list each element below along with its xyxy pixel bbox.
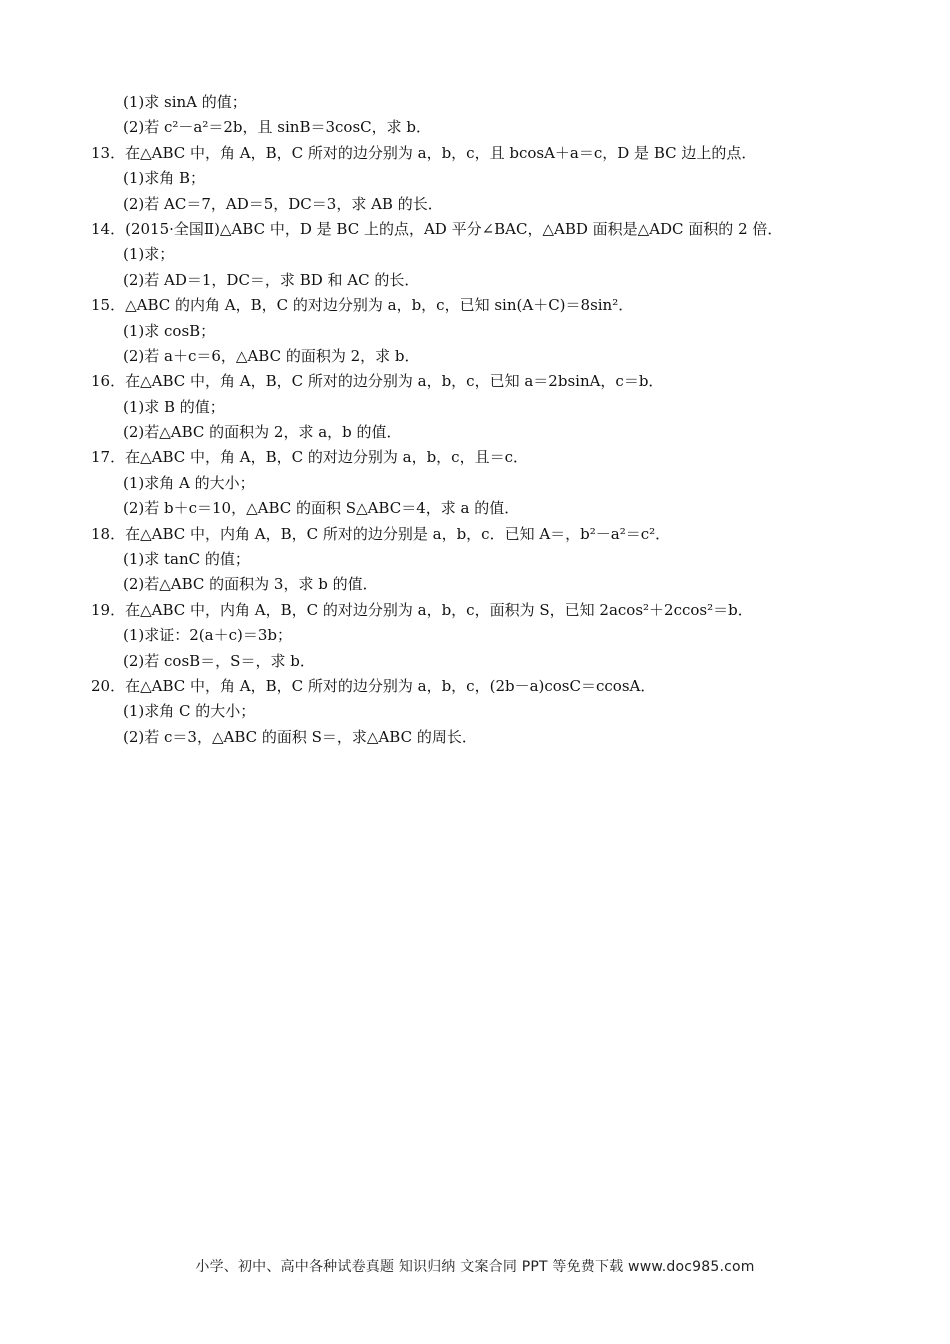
problem-line: 15．△ABC 的内角 A，B，C 的对边分别为 a，b，c，已知 sin(A＋C)＝8sin²． <box>91 296 634 315</box>
problem-line: (2)若 AD＝1，DC＝，求 BD 和 AC 的长． <box>123 270 420 289</box>
footer-text: 小学、初中、高中各种试卷真题 知识归纳 文案合同 PPT 等免费下载 www.doc985.com <box>195 1259 755 1275</box>
problem-line: 17．在△ABC 中，角 A，B，C 的对边分别为 a，b，c，且＝c． <box>91 448 528 467</box>
problem-line: (2)若 a＋c＝6，△ABC 的面积为 2，求 b． <box>123 346 420 365</box>
problem-line: (2)若 cosB＝，S＝，求 b． <box>123 651 315 670</box>
problem-line: 18．在△ABC 中，内角 A，B，C 所对的边分别是 a，b，c．已知 A＝，b²－a²＝c²． <box>91 524 671 543</box>
problem-line: (2)若 AC＝7，AD＝5，DC＝3，求 AB 的长． <box>123 194 443 213</box>
problem-line: (1)求 tanC 的值； <box>123 550 250 569</box>
problem-line: (1)求 cosB； <box>123 321 216 340</box>
problem-line: (2)若 c＝3，△ABC 的面积 S＝，求△ABC 的周长． <box>123 727 477 746</box>
problem-line: (1)求角 A 的大小； <box>123 473 255 492</box>
problem-line: (2)若△ABC 的面积为 3，求 b 的值． <box>123 575 378 594</box>
problem-line: 16．在△ABC 中，角 A，B，C 所对的边分别为 a，b，c，已知 a＝2bsinA，c＝b． <box>91 372 664 391</box>
problem-line: 20．在△ABC 中，角 A，B，C 所对的边分别为 a，b，c，(2b－a)cosC＝ccosA． <box>91 676 656 695</box>
problem-line: (1)求 B 的值； <box>123 397 225 416</box>
problem-line: (2)若 b＋c＝10，△ABC 的面积 S△ABC＝4，求 a 的值． <box>123 499 520 518</box>
problem-line: 14．(2015·全国Ⅱ)△ABC 中，D 是 BC 上的点，AD 平分∠BAC，△ABD 面积是△ADC 面积的 2 倍． <box>91 219 783 238</box>
problem-line: (1)求； <box>123 245 175 264</box>
problem-line: (2)若 c²－a²＝2b，且 sinB＝3cosC，求 b． <box>123 118 431 137</box>
problem-line: (2)若△ABC 的面积为 2，求 a，b 的值． <box>123 423 402 442</box>
problem-line: (1)求角 C 的大小； <box>123 702 256 721</box>
problem-line: 19．在△ABC 中，内角 A，B，C 的对边分别为 a，b，c，面积为 S，已知 2acos²＋2ccos²＝b． <box>91 600 753 619</box>
problem-line: (1)求证：2(a＋c)＝3b； <box>123 626 292 645</box>
problem-line: (1)求 sinA 的值； <box>123 93 247 111</box>
problem-line: 13．在△ABC 中，角 A，B，C 所对的边分别为 a，b，c，且 bcosA＋a＝c，D 是 BC 边上的点． <box>91 143 757 162</box>
problem-list <box>91 90 891 750</box>
problem-line: (1)求角 B； <box>123 169 206 188</box>
